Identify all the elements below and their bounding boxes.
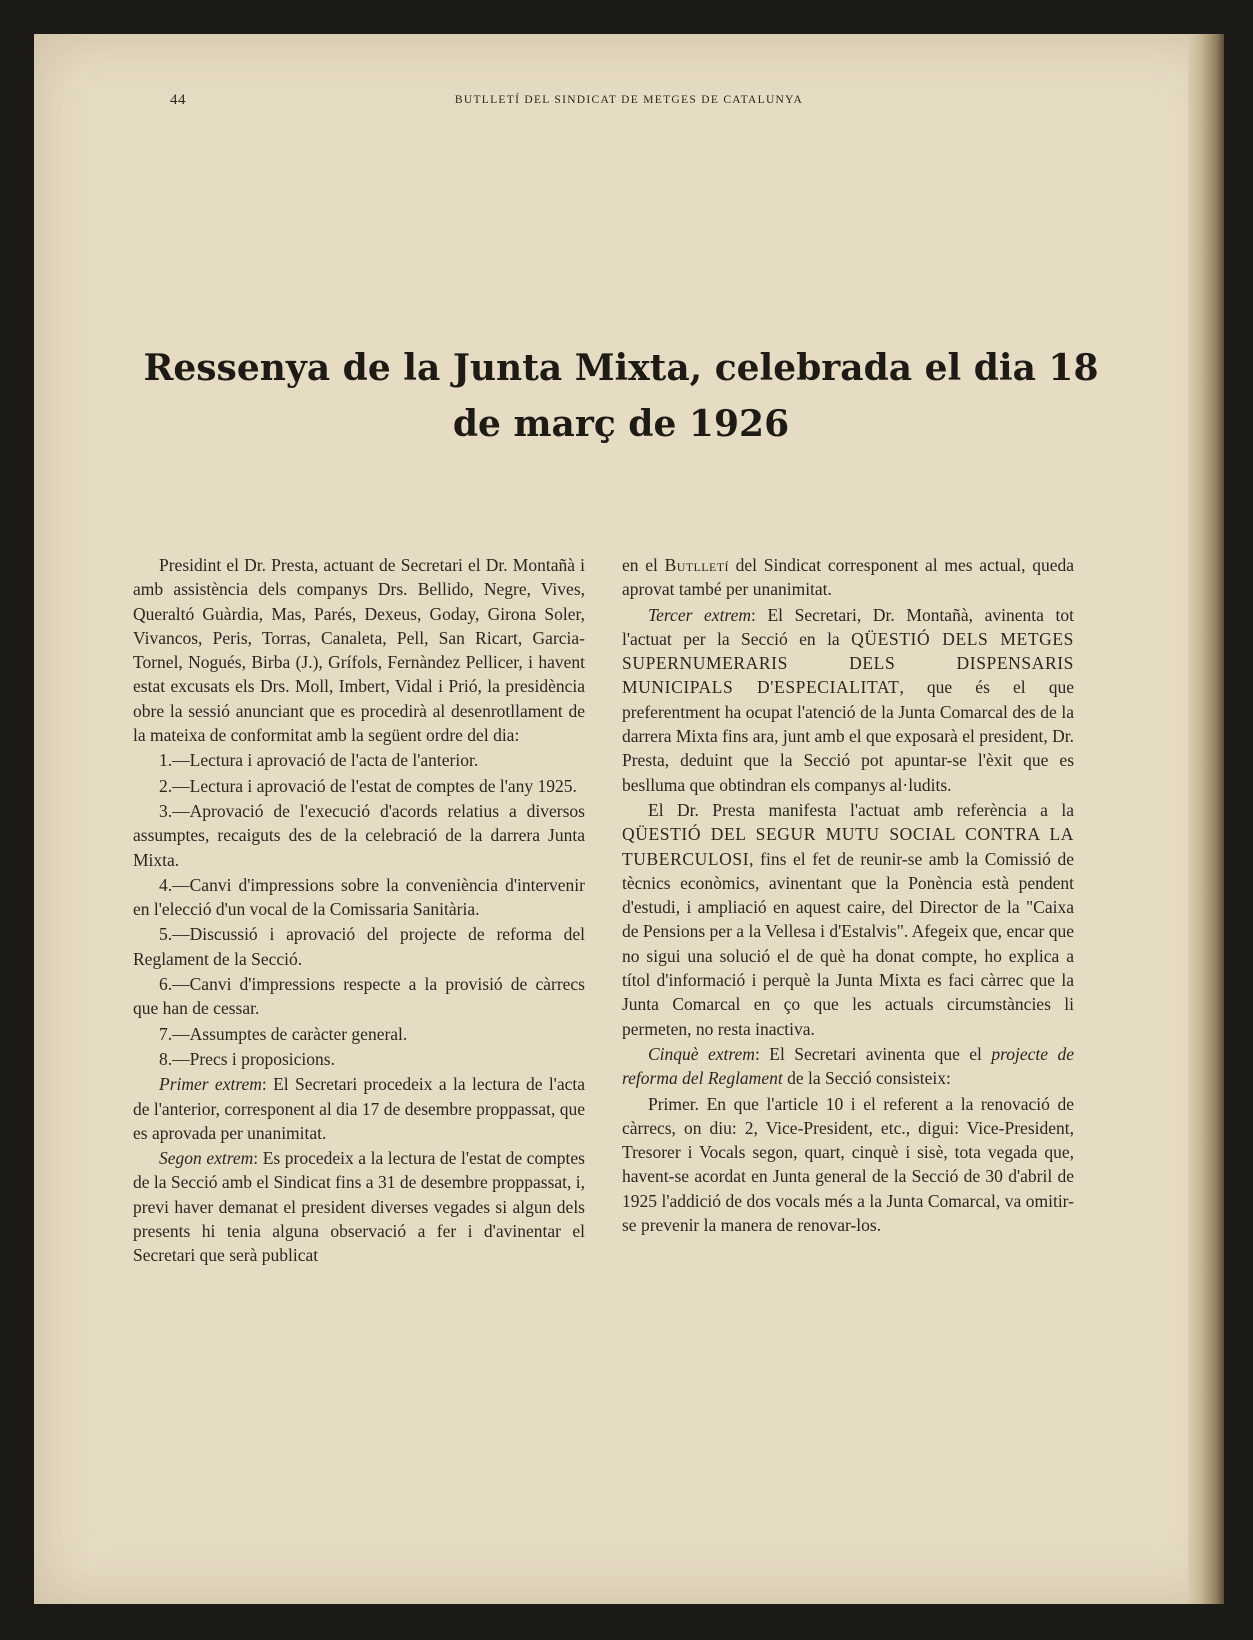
cinque-extrem-label: Cinquè extrem xyxy=(648,1043,755,1064)
binding-spine xyxy=(1188,34,1224,1604)
tercer-extrem-text-b: , que és el que preferentment ha ocupat l'atenció de la Junta Comarcal des de la darrera Mixta fins ara, junt amb el que exposarà el president, Dr. Presta, deduint que la Secció pot apuntar-se l'èxit que es besllumа que obtindran els companys al·ludits. xyxy=(622,677,1074,795)
presta-text-a: El Dr. Presta manifesta l'actuat amb referència a la xyxy=(648,799,1074,820)
running-head: BUTLLETÍ DEL SINDICAT DE METGES DE CATALUNYA xyxy=(454,94,804,106)
tercer-extrem-paragraph xyxy=(622,603,1074,797)
tercer-extrem-text-a: : El Secretari, Dr. Montañà, avinenta tot l'actuat per la Secció en la xyxy=(622,604,1074,649)
intro-paragraph: Presidint el Dr. Presta, actuant de Secretari el Dr. Montañà i amb assistència dels companys Drs. Bellido, Negre, Vives, Queraltó Guàrdia, Mas, Parés, Dexeus, Goday, Girona Soler, Vivancos, Peris, Torras, Canaleta, Pell, San Ricart, Garcia-Tornel, Nogués, Birba (J.), Grífols, Fernàndez Pellicer, i havent estat excusats els Drs. Moll, Imbert, Vidal i Prió, la presidència obre la sessió anunciant que es procedirà al desenrotllament de la mateixa de conformitat amb la següent ordre del dia: xyxy=(133,555,585,746)
primer-extrem-label: Primer extrem xyxy=(159,1074,262,1095)
page-number: 44 xyxy=(170,92,186,108)
agenda-item-6: 6.—Canvi d'impressions respecte a la provisió de càrrecs que han de cessar. xyxy=(133,974,585,1019)
tercer-extrem-label: Tercer extrem xyxy=(648,604,751,625)
continuation-text-a: en el xyxy=(622,555,665,575)
presta-paragraph xyxy=(622,798,1074,1041)
cinque-extrem-paragraph xyxy=(622,1042,1074,1091)
article-title: Ressenya de la Junta Mixta, celebrada el dia 18 de març de 1926 xyxy=(143,347,1099,445)
segon-extrem-label: Segon extrem xyxy=(159,1148,254,1169)
left-column xyxy=(133,553,585,1268)
primer-extrem-text: : El Secretari procedeix a la lectura de l'acta de l'anterior, corresponent al dia 17 de desembre proppassat, que es aprovada per unanimitat. xyxy=(133,1074,585,1143)
presta-caps: QÜESTIÓ DEL SEGUR MUTU SOCIAL CONTRA LA TUBERCULOSI xyxy=(622,824,1074,869)
agenda-item-8: 8.—Precs i proposicions. xyxy=(159,1048,335,1069)
butlleti-reference: Butlletí xyxy=(664,555,729,575)
agenda-item-7: 7.—Assumptes de caràcter general. xyxy=(159,1023,408,1044)
continuation-paragraph xyxy=(622,553,1074,602)
primer-paragraph: Primer. En que l'article 10 i el referent a la renovació de càrrecs, on diu: 2, Vice-President, etc., digui: Vice-President, Tresorer i Vocals segon, quart, cinquè i sisè, tota vegada que, havent-se acordat en Junta general de la Secció de 30 d'abril de 1925 l'addició de dos vocals més a la Junta Comarcal, va omitir-se prevenir la manera de renovar-los. xyxy=(622,1093,1074,1236)
cinque-extrem-text-b: de la Secció consisteix: xyxy=(782,1068,951,1089)
right-column xyxy=(622,553,1074,1237)
agenda-item-4: 4.—Canvi d'impressions sobre la conveniència d'intervenir en l'elecció d'un vocal de la Comissaria Sanitària. xyxy=(133,874,585,920)
page-header xyxy=(170,92,1088,114)
continuation-text-b: del Sindicat corresponent al mes actual, queda aprovat també per unanimitat. xyxy=(622,555,1074,600)
agenda-item-1: 1.—Lectura i aprovació de l'acta de l'anterior. xyxy=(159,750,479,771)
agenda-item-2: 2.—Lectura i aprovació de l'estat de comptes de l'any 1925. xyxy=(159,775,577,796)
cinque-extrem-italic: projecte de reforma del Reglament xyxy=(622,1043,1074,1089)
agenda-item-5: 5.—Discussió i aprovació del projecte de reforma del Reglament de la Secció. xyxy=(133,924,585,969)
primer-extrem-paragraph xyxy=(133,1072,585,1145)
cinque-extrem-text-a: : El Secretari avinenta que el xyxy=(754,1043,992,1064)
agenda-item-3: 3.—Aprovació de l'execució d'acords relatius a diversos assumptes, recaiguts des de la celebració de la darrera Junta Mixta. xyxy=(133,800,585,870)
tercer-extrem-caps: QÜESTIÓ DELS METGES SUPERNUMERARIS DELS DISPENSARIS MUNICIPALS D'ESPECIALITAT xyxy=(622,628,1074,698)
segon-extrem-paragraph xyxy=(133,1146,585,1267)
presta-text-b: , fins el fet de reunir-se amb la Comissió de tècnics econòmics, avinentant que la Ponència està pendent d'estudi, i ampliació en aquest caire, del Director de la "Caixa de Pensions per a la Vellesa i d'Estalvis". Afegeix que, encar que no sigui una solució el de què ha donat compte, ho explica a títol d'informació i perquè la Junta Mixta es faci càrrec que la Junta Comarcal en ço que les actuals circumstàncies li permeten, no resta inactiva. xyxy=(622,848,1074,1039)
segon-extrem-text: : Es procedeix a la lectura de l'estat de comptes de la Secció amb el Sindicat fins a 31 de desembre proppassat, i, previ haver demanat el president diverses vegades si algun dels presents hi tenia alguna observació a fer i d'avinentar el Secretari que serà publicat xyxy=(133,1148,585,1266)
